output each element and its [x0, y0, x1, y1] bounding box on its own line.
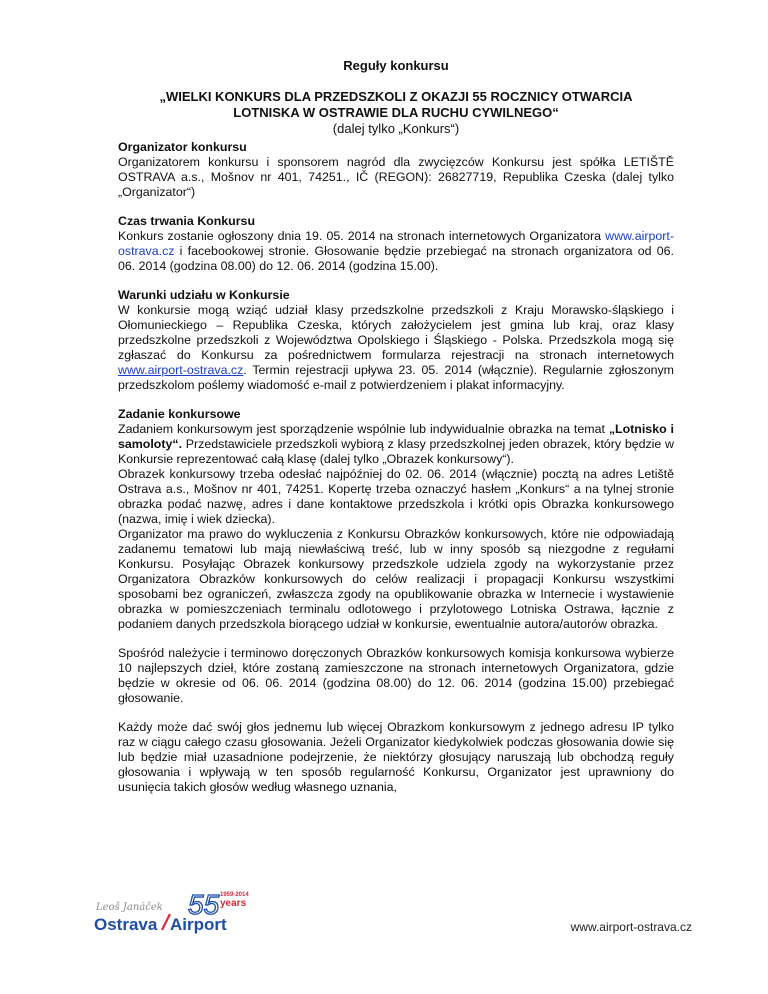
duration-text — [118, 229, 674, 274]
page-footer — [92, 884, 692, 944]
task-paragraph-3: Organizator ma prawo do wykluczenia z Konkursu Obrazków konkursowych, które nie odpowiadają zadanemu tematowi lub mają niewłaściwą treść, lub w inny sposób są niezgodne z regułami Konkursu. Posyłając Obrazek konkursowy przedszkole udziela zgody na wykorzystanie przez Organizatora Obrazków konkursowych do celów realizacji i propagacji Konkursu wszystkimi sposobami bez ograniczeń, zwłaszcza zgody na opublikowanie obrazka w Internecie i wystawienie obrazka w pomieszczeniach terminalu odlotowego i przylotowego Lotniska Ostrawa, łącznie z podaniem danych przedszkola biorącego udział w konkursie, ewentualnie autora/autorów obrazka. — [118, 527, 674, 631]
conditions-heading: Warunki udziału w Konkursie — [118, 288, 290, 302]
organizer-section — [118, 140, 674, 200]
logo-years-word: years — [220, 898, 247, 909]
contest-subtitle: (dalej tylko „Konkurs“) — [332, 121, 460, 136]
organizer-text: Organizatorem konkursu i sponsorem nagród dla zwycięzców Konkursu jest spółka LETIŠTĚ OSTRAVA a.s., Mošnov nr 401, 74251., IČ (REGON): 26827719, Republika Czeska (dalej tylko „Organizator“) — [118, 155, 674, 199]
voting-paragraph: Każdy może dać swój głos jednemu lub więcej Obrazkom konkursowym z jednego adresu IP tylko raz w ciągu całego czasu głosowania. Jeżeli Organizator kiedykolwiek podczas głosowania dowie się lub będzie miał uzasadnione podejrzenie, że niektórzy głosujący naruszają lub obchodzą reguły głosowania i wpływają w ten sposób regularność Konkursu, Organizator jest uprawniony do usunięcia takich głosów według własnego uznania, — [118, 720, 674, 794]
logo-airport: Airport — [170, 915, 227, 934]
selection-paragraph: Spośród należycie i terminowo doręczonych Obrazków konkursowych komisja konkursowa wybierze 10 najlepszych dzieł, które zostaną zamieszczone na stronach internetowych Organizatora, gdzie będzie w okresie od 06. 06. 2014 (godzina 08.00) do 12. 06. 2014 (godzina 15.00) przebiegać głosowanie. — [118, 646, 674, 705]
logo-ostrava: Ostrava — [94, 915, 158, 934]
task-paragraph-2: Obrazek konkursowy trzeba odesłać najpóźniej do 02. 06. 2014 (włącznie) pocztą na adres Letiště Ostrava a.s., Mošnov nr 401, 74251. Kopertę trzeba oznaczyć hasłem „Konkurs“ a na tylnej stronie obrazka podać nazwę, adres i dane kontaktowe przedszkola i krótki opis Obrazka konkursowego (nazwa, imię i wiek dziecka). — [118, 467, 674, 526]
conditions-text-a: W konkursie mogą wziąć udział klasy przedszkolne przedszkoli z Kraju Morawsko-śląskiego i Ołomunieckiego – Republika Czeska, których założycielem jest gmina lub kraj, oraz klasy przedszkolne przedszkoli z Województwa Opolskiego i Śląskiego - Polska. Przedszkola mogą się zgłaszać do Konkursu za pośrednictwem formularza rejestracji na stronach internetowych — [118, 303, 674, 362]
ostrava-airport-logo — [92, 884, 252, 944]
conditions-text-b: . Termin rejestracji upływa 23. 05. 2014 (włącznie). Regularnie zgłoszonym przedszkolom poślemy wiadomość e-mail z potwierdzeniem i plakat informacyjny. — [118, 363, 674, 392]
task-heading: Zadanie konkursowe — [118, 407, 241, 421]
document-title: Reguły konkursu — [343, 58, 449, 73]
logo-years-range: 1959-2014 — [220, 892, 249, 898]
logo-script-text: Leoš Janáček — [96, 902, 163, 913]
conditions-text — [118, 303, 674, 393]
organizer-heading: Organizator konkursu — [118, 140, 247, 154]
task-section — [118, 407, 674, 632]
task-p1-a: Zadaniem konkursowym jest sporządzenie wspólnie lub indywidualnie obrazka na temat — [118, 422, 609, 436]
contest-title-line-2: LOTNISKA W OSTRAWIE DLA RUCHU CYWILNEGO“ — [233, 105, 559, 120]
conditions-website-link[interactable]: www.airport-ostrava.cz — [118, 363, 244, 377]
duration-website-link[interactable]: www.airport-ostrava.cz — [118, 229, 674, 258]
duration-text-b: i facebookowej stronie. Głosowanie będzie przebiegać na stronach organizatora od 06. 06. 2014 (godzina 08.00) do 12. 06. 2014 (godzina 15.00). — [118, 244, 674, 273]
task-paragraph-1 — [118, 422, 674, 467]
contest-title-line-1: „WIELKI KONKURS DLA PRZEDSZKOLI Z OKAZJI 55 ROCZNICY OTWARCIA — [159, 89, 633, 104]
task-p1-b: Przedstawiciele przedszkoli wybiorą z klasy przedszkolnej jeden obrazek, który będzie w Konkursie reprezentować całą klasę (dalej tylko „Obrazek konkursowy“). — [118, 437, 674, 466]
conditions-section — [118, 288, 674, 393]
document-page — [118, 58, 674, 795]
duration-text-a: Konkurs zostanie ogłoszony dnia 19. 05. 2014 na stronach internetowych Organizatora — [118, 229, 606, 243]
duration-section — [118, 214, 674, 274]
logo-plane-mark — [162, 914, 170, 930]
duration-heading: Czas trwania Konkursu — [118, 214, 256, 228]
footer-website-url: www.airport-ostrava.cz — [570, 920, 692, 934]
task-topic: „Lotnisko i samoloty“. — [118, 422, 674, 451]
logo-55: 55 — [188, 889, 220, 920]
